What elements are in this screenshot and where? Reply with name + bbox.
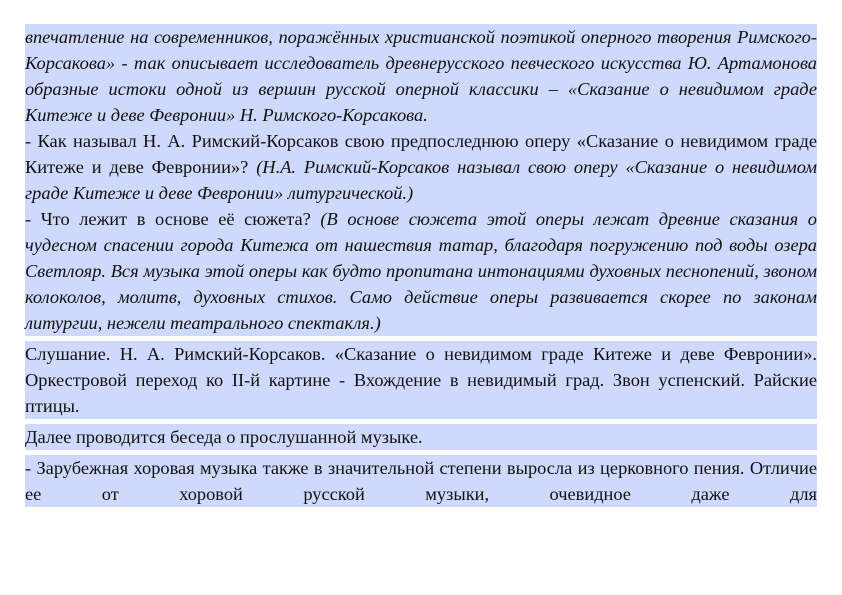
paragraph-discussion — [25, 424, 817, 450]
paragraph-quote-artamonova — [25, 24, 817, 128]
paragraph-question-liturgical — [25, 128, 817, 206]
paragraph-text: Далее проводится беседа о прослушанной музыке. — [25, 427, 423, 447]
paragraph-text: впечатление на современников, поражённых христианской поэтикой оперного творения Римского-Корсакова» - так описывает исследователь древнерусского певческого искусства Ю. Артамонова образные истоки одной из вершин русской оперной классики – «Сказание о невидимом граде Китеже и деве Февронии» Н. Римского-Корсакова. — [25, 27, 817, 125]
question-text: - Что лежит в основе её сюжета? — [25, 209, 321, 229]
paragraph-question-plot — [25, 206, 817, 336]
paragraph-listening — [25, 341, 817, 419]
paragraph-text: Слушание. Н. А. Римский-Корсаков. «Сказание о невидимом граде Китеже и деве Февронии». Оркестровой переход ко II-й картине - Вхождение в невидимый град. Звон успенский. Райские птицы. — [25, 344, 817, 416]
paragraph-text: - Зарубежная хоровая музыка также в значительной степени выросла из церковного пения. Отличие ее от хоровой русской музыки, очевидное даже для — [25, 458, 817, 504]
answer-text: (В основе сюжета этой оперы лежат древние сказания о чудесном спасении города Китежа от нашествия татар, благодаря погружению под воды озера Светлояр. Вся музыка этой оперы как будто пропитана интонациями духовных песнопений, звоном колоколов, молитв, духовных стихов. Само действие оперы развивается скорее по законам литургии, нежели театрального спектакля.) — [25, 209, 817, 333]
answer-text: (Н.А. Римский-Корсаков называл свою оперу «Сказание о невидимом граде Китеже и деве Февронии» литургической.) — [25, 157, 817, 203]
document-body — [25, 24, 817, 507]
paragraph-foreign-choral — [25, 455, 817, 507]
question-text: - Как называл Н. А. Римский-Корсаков свою предпоследнюю оперу «Сказание о невидимом граде Китеже и деве Февронии»? — [25, 131, 817, 177]
